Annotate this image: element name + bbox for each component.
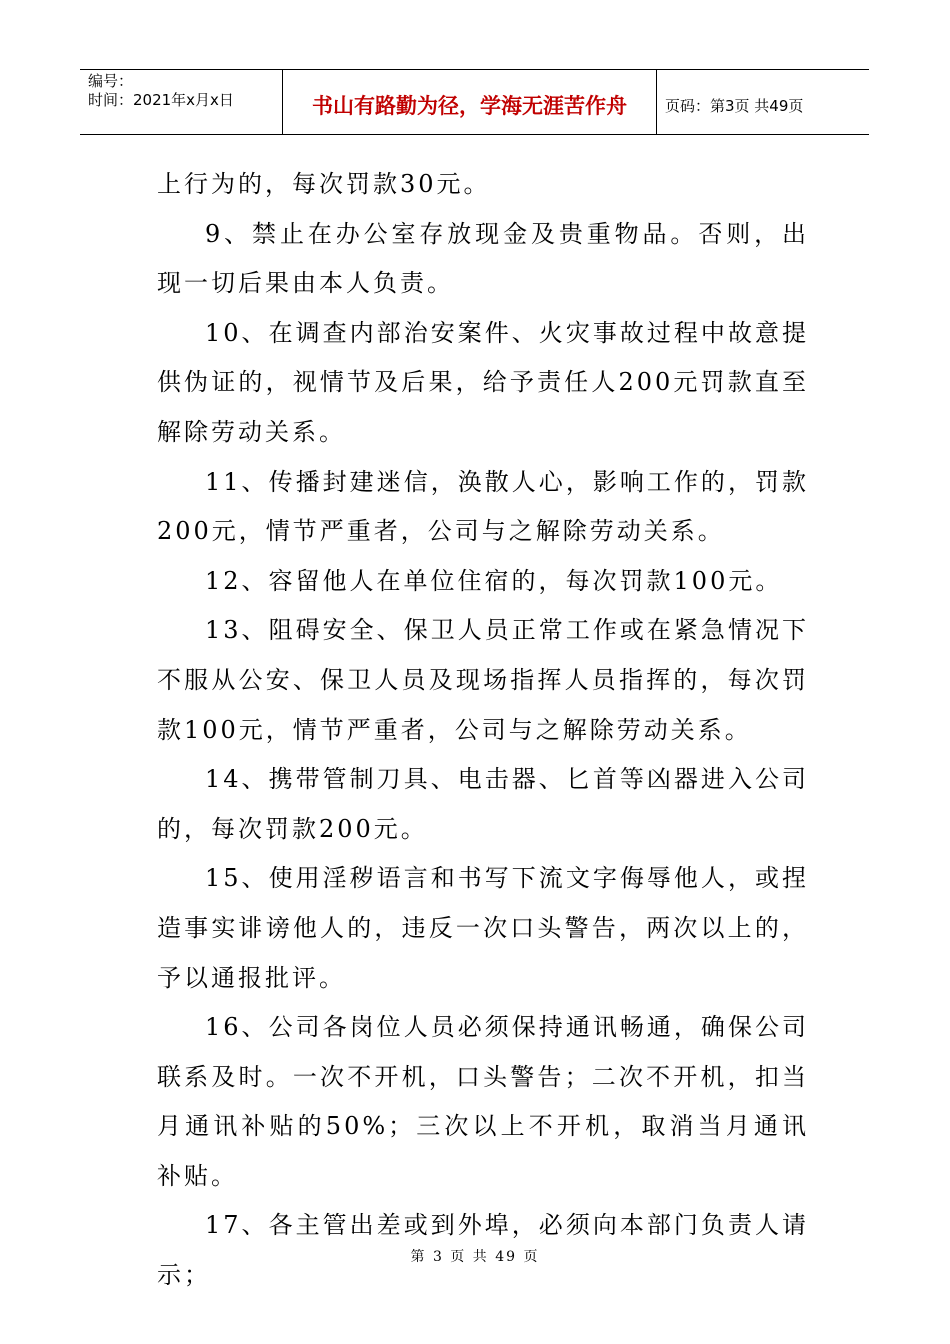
time-label: 时间：2021年x月x日 — [88, 91, 234, 109]
paragraph: 13、阻碍安全、保卫人员正常工作或在紧急情况下不服从公安、保卫人员及现场指挥人员指挥的，每次罚款100元，情节严重者，公司与之解除劳动关系。 — [157, 616, 809, 744]
paragraph: 上行为的，每次罚款30元。 — [157, 170, 491, 198]
paragraph: 15、使用淫秽语言和书写下流文字侮辱他人，或捏造事实诽谤他人的，违反一次口头警告，两次以上的，予以通报批评。 — [157, 864, 809, 992]
header-page-info: 页码：第3页 共49页 — [665, 96, 804, 115]
paragraph: 10、在调查内部治安案件、火灾事故过程中故意提供伪证的，视情节及后果，给予责任人200元罚款直至解除劳动关系。 — [157, 318, 809, 446]
paragraph: 12、容留他人在单位住宿的，每次罚款100元。 — [205, 566, 783, 595]
page-footer: 第 3 页 共 49 页 — [410, 1249, 540, 1265]
header-meta — [80, 70, 283, 134]
serial-number-label: 编号： — [88, 72, 134, 90]
paragraph: 16、公司各岗位人员必须保持通讯畅通，确保公司联系及时。一次不开机，口头警告；二次不开机，扣当月通讯补贴的50%；三次以上不开机，取消当月通讯补贴。 — [157, 1013, 809, 1190]
paragraph: 11、传播封建迷信，涣散人心，影响工作的，罚款200元，情节严重者，公司与之解除劳动关系。 — [157, 467, 809, 546]
page-header — [80, 69, 869, 135]
document-body — [157, 160, 809, 1301]
header-motto: 书山有路勤为径，学海无涯苦作舟 — [283, 70, 657, 134]
paragraph: 17、各主管出差或到外埠，必须向本部门负责人请示； — [157, 1211, 809, 1290]
paragraph: 14、携带管制刀具、电击器、匕首等凶器进入公司的，每次罚款200元。 — [157, 765, 809, 843]
paragraph: 9、禁止在办公室存放现金及贵重物品。否则，出现一切后果由本人负责。 — [157, 219, 809, 298]
